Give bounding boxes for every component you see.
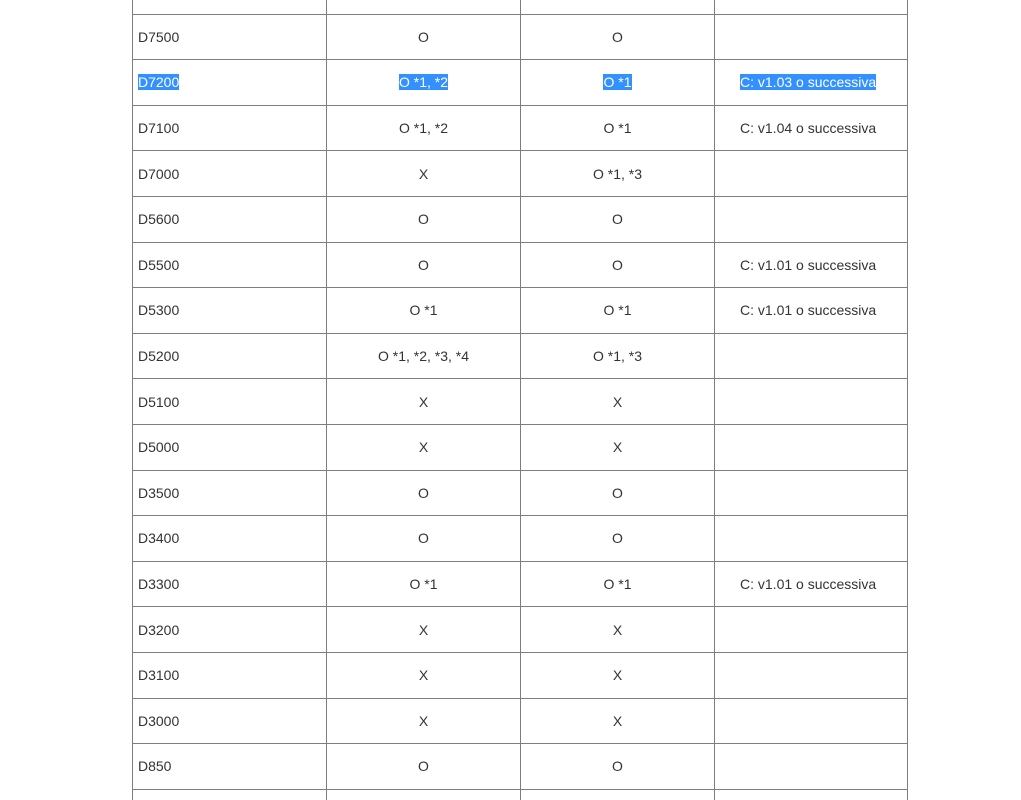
compatibility-text: O [418, 211, 429, 228]
table-row [133, 470, 908, 516]
camera-model-text: D7500 [138, 28, 180, 45]
table-row [133, 744, 908, 790]
firmware-note-cell [715, 652, 908, 698]
compatibility-text: O [418, 256, 429, 273]
compatibility-text: O *1, *2 [398, 74, 449, 91]
compatibility-text: O [612, 530, 623, 547]
table-row [133, 561, 908, 607]
firmware-note-text: C: v1.01 o successiva [740, 576, 877, 593]
firmware-note-cell [715, 242, 908, 288]
camera-model-cell [133, 652, 327, 698]
compatibility-cell [327, 652, 521, 698]
compatibility-text: X [418, 667, 429, 684]
compatibility-text: O [612, 758, 623, 775]
compatibility-cell [521, 561, 715, 607]
compatibility-text: O [418, 758, 429, 775]
compatibility-cell [521, 60, 715, 106]
compatibility-cell [327, 333, 521, 379]
firmware-note-cell [715, 0, 908, 14]
camera-model-cell [133, 14, 327, 60]
compatibility-cell [327, 470, 521, 516]
compatibility-text: O [418, 530, 429, 547]
table-row [133, 288, 908, 334]
compatibility-text: O *1 [409, 576, 438, 593]
compatibility-text: O *1 [603, 576, 632, 593]
firmware-note-cell [715, 424, 908, 470]
table-row [133, 379, 908, 425]
table-row [133, 424, 908, 470]
camera-model-text: D5300 [138, 302, 180, 319]
compatibility-text: O *1, *2 [398, 120, 449, 137]
compatibility-cell [327, 424, 521, 470]
compatibility-text: X [418, 712, 429, 729]
camera-model-text: D3400 [138, 530, 180, 547]
camera-model-text: D7100 [138, 120, 180, 137]
camera-model-cell [133, 0, 327, 14]
table-row [133, 196, 908, 242]
firmware-note-cell [715, 151, 908, 197]
compatibility-text: X [612, 712, 623, 729]
compatibility-cell [521, 333, 715, 379]
firmware-note-cell [715, 60, 908, 106]
compatibility-cell [521, 516, 715, 562]
table-row [133, 60, 908, 106]
compatibility-text: X [612, 393, 623, 410]
camera-model-text: D3300 [138, 576, 180, 593]
firmware-note-cell [715, 105, 908, 151]
compatibility-cell [327, 561, 521, 607]
compatibility-cell [327, 789, 521, 800]
camera-model-cell [133, 105, 327, 151]
compatibility-cell [521, 607, 715, 653]
camera-model-text: D3200 [138, 621, 180, 638]
firmware-note-cell [715, 470, 908, 516]
compatibility-cell [327, 288, 521, 334]
firmware-note-cell [715, 333, 908, 379]
table-row [133, 516, 908, 562]
compatibility-cell [521, 151, 715, 197]
compatibility-text: O [612, 28, 623, 45]
compatibility-cell [521, 789, 715, 800]
camera-model-text: D3100 [138, 667, 180, 684]
compatibility-cell [327, 14, 521, 60]
compatibility-cell [327, 379, 521, 425]
camera-model-cell [133, 151, 327, 197]
compatibility-cell [327, 516, 521, 562]
compatibility-cell [521, 105, 715, 151]
compatibility-cell [521, 698, 715, 744]
compatibility-cell [327, 698, 521, 744]
camera-model-cell [133, 242, 327, 288]
compatibility-cell [521, 242, 715, 288]
camera-model-cell [133, 424, 327, 470]
compatibility-cell [327, 105, 521, 151]
table-row [133, 14, 908, 60]
table-row [133, 607, 908, 653]
camera-model-cell [133, 196, 327, 242]
compatibility-text: O [612, 256, 623, 273]
camera-model-cell [133, 379, 327, 425]
firmware-note-cell [715, 196, 908, 242]
camera-model-text: D5200 [138, 348, 180, 365]
camera-model-text: D5600 [138, 211, 180, 228]
table-row [133, 789, 908, 800]
firmware-note-text: C: v1.03 o successiva [740, 74, 877, 91]
compatibility-text: O [418, 28, 429, 45]
table-row [133, 105, 908, 151]
compatibility-cell [521, 288, 715, 334]
camera-model-text: D5100 [138, 393, 180, 410]
compatibility-text: O *1 [603, 302, 632, 319]
table-row [133, 0, 908, 14]
compatibility-cell [327, 744, 521, 790]
compatibility-text: O *1 [603, 74, 632, 91]
compatibility-cell [521, 424, 715, 470]
compatibility-cell [521, 744, 715, 790]
compatibility-cell [521, 379, 715, 425]
firmware-note-cell [715, 744, 908, 790]
firmware-note-cell [715, 379, 908, 425]
compatibility-text: O *1, *3 [592, 165, 643, 182]
compatibility-table [132, 0, 908, 800]
compatibility-cell [327, 60, 521, 106]
camera-model-cell [133, 60, 327, 106]
compatibility-text: O *1, *3 [592, 348, 643, 365]
compatibility-text: X [612, 667, 623, 684]
firmware-note-text: C: v1.01 o successiva [740, 302, 877, 319]
compatibility-cell [521, 652, 715, 698]
compatibility-text: O *1 [409, 302, 438, 319]
camera-model-text: D3500 [138, 484, 180, 501]
compatibility-table-body [133, 0, 908, 800]
table-row [133, 652, 908, 698]
camera-model-text: D850 [138, 758, 172, 775]
compatibility-text: O [612, 484, 623, 501]
firmware-note-cell [715, 789, 908, 800]
compatibility-cell [521, 196, 715, 242]
table-row [133, 242, 908, 288]
camera-model-cell [133, 607, 327, 653]
compatibility-text: X [418, 621, 429, 638]
compatibility-text: O [418, 484, 429, 501]
compatibility-table-container [132, 0, 907, 800]
firmware-note-cell [715, 561, 908, 607]
firmware-note-cell [715, 14, 908, 60]
compatibility-text: X [418, 393, 429, 410]
camera-model-cell [133, 470, 327, 516]
camera-model-cell [133, 789, 327, 800]
compatibility-cell [327, 242, 521, 288]
camera-model-cell [133, 516, 327, 562]
compatibility-text: O *1 [603, 120, 632, 137]
camera-model-cell [133, 561, 327, 607]
firmware-note-cell [715, 516, 908, 562]
compatibility-cell [327, 0, 521, 14]
compatibility-text: X [612, 621, 623, 638]
compatibility-cell [327, 196, 521, 242]
compatibility-text: O *1, *2, *3, *4 [377, 348, 470, 365]
firmware-note-text: C: v1.04 o successiva [740, 120, 877, 137]
camera-model-text: D5000 [138, 439, 180, 456]
firmware-note-cell [715, 607, 908, 653]
compatibility-cell [327, 151, 521, 197]
compatibility-text: X [418, 165, 429, 182]
firmware-note-text: C: v1.01 o successiva [740, 256, 877, 273]
firmware-note-cell [715, 698, 908, 744]
compatibility-cell [521, 0, 715, 14]
camera-model-text: D7000 [138, 165, 180, 182]
compatibility-cell [521, 470, 715, 516]
table-row [133, 698, 908, 744]
table-row [133, 151, 908, 197]
camera-model-text: D3000 [138, 712, 180, 729]
camera-model-cell [133, 698, 327, 744]
camera-model-cell [133, 333, 327, 379]
compatibility-text: X [612, 439, 623, 456]
table-row [133, 333, 908, 379]
compatibility-text: X [418, 439, 429, 456]
compatibility-text: O [612, 211, 623, 228]
compatibility-cell [327, 607, 521, 653]
camera-model-text: D5500 [138, 256, 180, 273]
compatibility-cell [521, 14, 715, 60]
camera-model-cell [133, 288, 327, 334]
camera-model-cell [133, 744, 327, 790]
firmware-note-cell [715, 288, 908, 334]
camera-model-text: D7200 [138, 74, 180, 91]
